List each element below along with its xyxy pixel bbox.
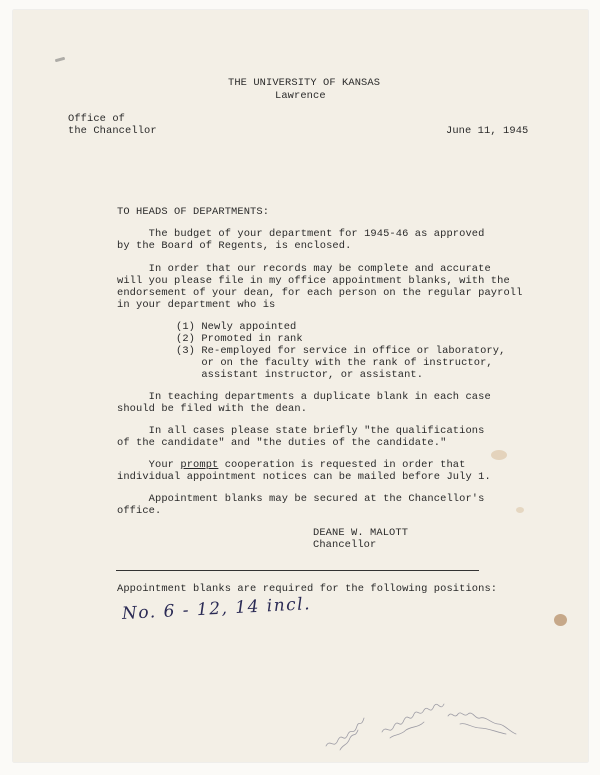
list-item: or on the faculty with the rank of instructor,: [176, 357, 493, 369]
list-item: (3) Re-employed for service in office or laboratory,: [176, 345, 506, 357]
signatory-title: Chancellor: [313, 539, 377, 551]
office-line-1: Office of: [68, 113, 126, 125]
body-line: In all cases please state briefly "the qualifications: [117, 425, 485, 437]
body-line: In order that our records may be complete and accurate: [117, 263, 491, 275]
scribble-stroke: [382, 704, 444, 732]
body-line: of the candidate" and "the duties of the candidate.": [117, 437, 447, 449]
signatory-name: DEANE W. MALOTT: [313, 527, 409, 539]
body-line: In teaching departments a duplicate blank in each case: [117, 391, 491, 403]
body-line: should be filed with the dean.: [117, 403, 308, 415]
body-text: Your: [117, 459, 181, 471]
positions-note: Appointment blanks are required for the following positions:: [117, 583, 498, 595]
body-line: The budget of your department for 1945-46 as approved: [117, 228, 485, 240]
divider-line: [116, 570, 479, 571]
scribble-stroke: [448, 713, 516, 734]
body-line: by the Board of Regents, is enclosed.: [117, 240, 352, 252]
university-name: THE UNIVERSITY OF KANSAS: [228, 77, 381, 89]
body-line: Appointment blanks may be secured at the Chancellor's: [117, 493, 485, 505]
office-line-2: the Chancellor: [68, 125, 157, 137]
handwritten-positions: No. 6 - 12, 14 incl.: [121, 594, 312, 624]
scribble-stroke: [326, 718, 364, 746]
body-line: in your department who is: [117, 299, 276, 311]
memo-date: June 11, 1945: [446, 125, 529, 137]
university-city: Lawrence: [275, 90, 326, 102]
body-line: endorsement of your dean, for each person on the regular payroll: [117, 287, 523, 299]
list-item: (2) Promoted in rank: [176, 333, 303, 345]
body-line: office.: [117, 505, 162, 517]
scribble-stroke: [460, 724, 506, 734]
pencil-signatures: [320, 680, 530, 760]
salutation: TO HEADS OF DEPARTMENTS:: [117, 206, 270, 218]
body-text: cooperation is requested in order that: [218, 459, 466, 471]
emphasis-prompt: prompt: [180, 459, 219, 471]
body-line: individual appointment notices can be mailed before July 1.: [117, 471, 491, 483]
list-item: (1) Newly appointed: [176, 321, 297, 333]
list-item: assistant instructor, or assistant.: [176, 369, 424, 381]
body-line: [117, 459, 465, 471]
body-line: will you please file in my office appointment blanks, with the: [117, 275, 510, 287]
